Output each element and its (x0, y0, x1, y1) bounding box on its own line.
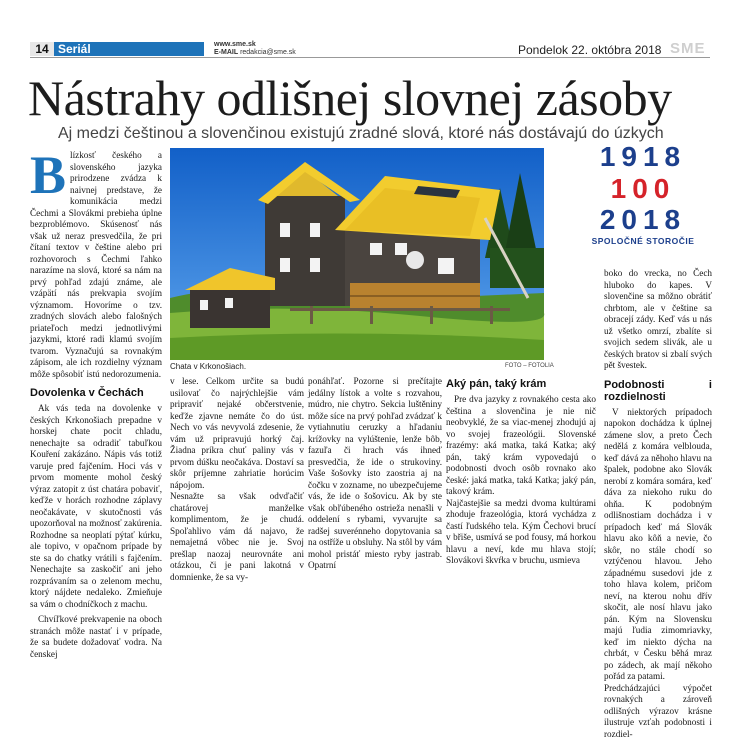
column-1 (30, 150, 162, 520)
contact-email-label: E-MAIL (214, 49, 238, 56)
page-number: 14 (30, 42, 54, 56)
paragraph-frazeologia: Pre dva jazyky z rovnakého cesta ako čeština a slovenčina je nie nič neobvyklé, že sa viac-menej zhodujú aj vo svojej frazeológii. Slovenské frazémy: aká matka, taká Katka; aký pán, taký krám vypovedajú o podobnosti dvoch osôb rovnako ako české: jaká matka, taká Katka; jaký pán, takový krám. Najčastejšie sa medzi dvoma kultúrami zhoduje frazeológia, ktorá vychádza z častí ľudského tela. Kým Čechovi brucí v břiše, usmívá se pod fousy, má horkou hlavu a neví, kde mu hlava stojí; Slovákovi škvŕka v bruchu, usmieva (446, 394, 596, 567)
headline: Nástrahy odlišnej slovnej zásoby (28, 70, 718, 126)
contact-block (214, 41, 296, 57)
heading-pan: Aký pán, taký krám (446, 378, 596, 390)
drop-cap: B (30, 152, 66, 198)
logo-year-2018: 2018 (568, 204, 718, 236)
logo-year-1918: 1918 (568, 140, 718, 174)
column-3: ponáhľať. Pozorne si prečítajte jedálny lístok a volte s rozvahou, múdro, nie chytro. Sekcia luštěniny môže síce na prvý pohľad zvádzať k vytiahnutiu ceruzky a hľadaniu krížovky na vylúštenie, lenže bôb, fazuľa či hrach vás ihneď presvedčia, že ide o strukoviny. Vaše šošovky isto zaostria aj na čočku v zozname, no ubezpečujeme vás, že ide o šošovicu. Ak by ste však obľúbeného ostrieža nenašli v oddelení s rybami, vyvarujte sa radšej suverénneho dopytovania sa na ostříže u obsluhy. Na stôl by vám mohol pristáť miesto ryby jastrab. Opatrní (308, 376, 442, 520)
paragraph-podobnosti: V niektorých prípadoch napokon dochádza k úplnej zámene slov, a preto Čech nedělá z komára velblouda, keď dává za něhoho hlavu na špalek, podobne ako Slovák nerobí z komára somára, keď dáva za niekoho ruku do ohňa. K podobným odlišnostiam dochádza i v prípadoch keď má Slovák hlavu ako kôň a nevie, čo skôr, no stále chodí so vztýčenou hlavou. Jeho západnému susedovi jde z toho hlava kolem, pričom neví, na kterou nohu dřív skočit, ale nosí hlavu jako pán. Kým na Slovensku majú ľudia zimomriavky, keď im niekto dýcha na chrbát, v Česku běhá mraz po zádech, ak mají někoho pořád za patami. Predchádzajúci výpočet rovnakých a zároveň odlišných výrazov krásne ilustruje vzťah podobnosti i rozdiel- (604, 407, 712, 740)
centenary-logo (568, 140, 718, 265)
section-label: Seriál (54, 42, 204, 56)
logo-number-100: 100 (568, 174, 718, 204)
heading-podobnosti: Podobnosti i rozdielnosti (604, 379, 712, 403)
intro-paragraph: lízkosť českého a slovenského jazyka prirodzene zvádza k naivnej predstave, že komunikácia medzi Čechmi a Slovákmi prebieha úplne bezproblémovo. Skúsenosť nás však už neraz presvedčila, že pri čítaní textov v češtine alebo pri rozhovoroch s Čechmi ľahko narazíme na slová, ktoré sa nám na prvý pohľad zdajú známe, ale vzápätí nás prekvapia svojím významom. Hovoríme o tzv. zradných slovách alebo falošných priateľoch medzi jednotlivými jazykmi, ktoré radi klamú svojím tvarom. Vyznačujú sa rovnakým zápisom, ale ich rozdielny význam môže spôsobiť istú nedorozumenia. (30, 150, 162, 380)
paragraph-kapes: boko do vrecka, no Čech hluboko do kapes. V slovenčine sa môžno obrátiť chrbtom, ale v češtine sa obracejí zády. Keď vás u nás už všetko omrzí, zbalíte si svojich sedem slivák, ale u českých bratov si zbalí svých pět švestek. (604, 268, 712, 372)
contact-email[interactable]: redakcia@sme.sk (240, 49, 296, 56)
header-divider (30, 57, 710, 58)
column-2: v lese. Celkom určite sa budú usilovať čo najrýchlejšie vám pripraviť nejaké občerstvenie, keďže zjavne nemáte čo do úst. Nech vo vás nevyvolá zdesenie, že vám už pripravujú horký čaj. Žiadna príkra chuť paliny vás v prvom dúšku neočakáva. Dostaví sa skôr príjemne zahriatie horúcim nápojom. Nesnažte sa však odvďačiť chatárovej manželke komplimentom, že je chudá. Spoľahlivo vám dá najavo, že nemajetná vôbec nie je. Svoj prešlap naozaj neurovnáte ani otázkou, či je pani lakotná v domnienke, že sa vy- (170, 376, 304, 520)
photo-caption: Chata v Krkonošiach. (170, 362, 246, 371)
photo-credit: FOTO – FOTOLIA (505, 363, 554, 369)
issue-date: Pondelok 22. októbra 2018 (518, 43, 661, 57)
heading-dovolenka: Dovolenka v Čechách (30, 387, 162, 399)
logo-tagline: SPOLOČNÉ STOROČIE (568, 236, 718, 246)
brand-logo: SME (670, 40, 706, 57)
paragraph-vodra: Chvíľkové prekvapenie na oboch stranách môže nastať i v prípade, že sa budete dožadovať vodra. Na čenskej (30, 614, 162, 660)
paragraph-dovolenka: Ak vás teda na dovolenke v českých Krkonošiach prepadne v horskej chate pocit chladu, nenechajte sa odradiť tabuľkou Kouření zakázáno. Nápis vás totiž varuje pred fajčením. Hoci vás v prvom momente mohol český výraz zatopit z úst chatára pobaviť, keďže v horách rozhodne záplavy neočakávate, v skutočnosti vás upozorňoval na možnosť zakúrenia. Rozhodne sa neoplatí pýtať kúrku, ale topivo, v opačnom prípade by ste sa do chatky vrátili s fajčením. Nenechajte sa zaskočiť ani jeho rozprávaním sa o zelenom mechu, ktorý nájdete nedaleko. Zmieňuje sa vám o chodníčkoch z machu. (30, 403, 162, 610)
subheadline: Aj medzi češtinou a slovenčinou existujú zradné slová, ktoré nás dostávajú do úzkych (58, 125, 698, 143)
column-4 (446, 376, 596, 520)
contact-web[interactable]: www.sme.sk (214, 41, 256, 48)
column-5 (604, 268, 712, 520)
cottage-photo (170, 148, 544, 360)
